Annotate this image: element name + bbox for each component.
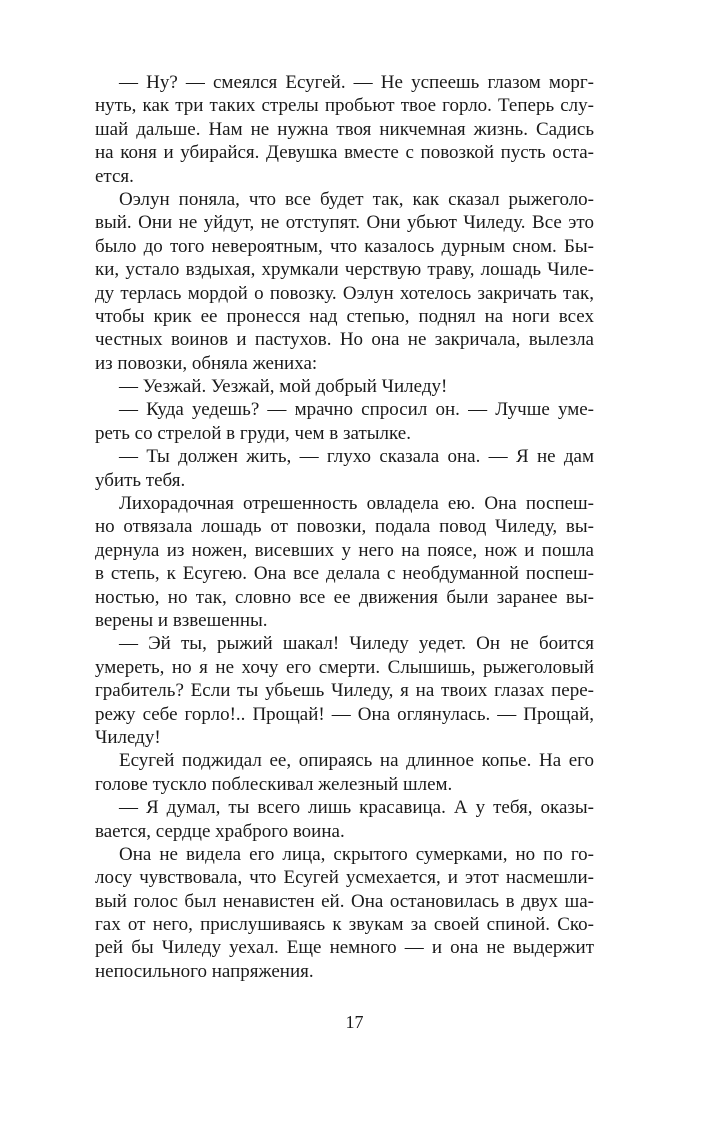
text-line: — Я думал, ты всего лишь красавица. А у тебя, оказы- [119, 797, 594, 819]
text-line: — Куда уедешь? — мрачно спросил он. — Лучше уме- [119, 399, 594, 421]
text-line: ностью, но так, словно все ее движения были заранее вы- [95, 586, 594, 608]
text-line: ки, устало вздыхая, хрумкали черствую траву, лошадь Чиле- [95, 259, 594, 281]
text-line: дернула из ножен, висевших у него на поясе, нож и пошла [95, 539, 594, 561]
text-line: Она не видела его лица, скрытого сумерками, но по го- [119, 843, 594, 865]
text-line: но отвязала лошадь от повозки, подала повод Чиледу, вы- [95, 516, 594, 538]
text-line: ду терлась мордой о повозку. Оэлун хотелось закричать так, [95, 282, 594, 304]
text-line: — Уезжай. Уезжай, мой добрый Чиледу! [119, 376, 448, 398]
text-line: умереть, но я не хочу его смерти. Слышишь, рыжеголовый [95, 656, 594, 678]
text-line: гах от него, прислушиваясь к звукам за своей спиной. Ско- [95, 914, 594, 936]
text-line: рей бы Чиледу уехал. Еще немного — и она не выдержит [95, 937, 594, 959]
text-line: чтобы крик ее пронесся над степью, поднял на ноги всех [95, 305, 594, 327]
text-line: на коня и убирайся. Девушка вместе с повозкой пусть оста- [95, 142, 594, 164]
text-line: лосу чувствовала, что Есугей усмехается, и этот насмешли- [95, 867, 594, 889]
text-line: вый голос был ненавистен ей. Она остановилась в двух ша- [95, 890, 594, 912]
text-line: в степь, к Есугею. Она все делала с необдуманной поспеш- [95, 563, 594, 585]
text-line: верены и взвешенны. [95, 609, 268, 631]
text-line: Чиледу! [95, 726, 161, 748]
text-line: Лихорадочная отрешенность овладела ею. Она поспеш- [119, 493, 594, 515]
text-line: ется. [95, 165, 134, 187]
text-line: Оэлун поняла, что все будет так, как сказал рыжеголо- [119, 188, 594, 210]
page-text [95, 71, 594, 983]
text-line: реть со стрелой в груди, чем в затылке. [95, 422, 411, 444]
text-line: честных воинов и пастухов. Но она не закричала, вылезла [95, 329, 594, 351]
text-line: грабитель? Если ты убьешь Чиледу, я на твоих глазах пере- [95, 680, 594, 702]
text-line: — Эй ты, рыжий шакал! Чиледу уедет. Он не боится [119, 633, 594, 655]
text-line: вый. Они не уйдут, не отступят. Они убьют Чиледу. Все это [95, 212, 594, 234]
text-line: убить тебя. [95, 469, 186, 491]
text-line: — Ты должен жить, — глухо сказала она. — Я не дам [119, 446, 594, 468]
text-line: непосильного напряжения. [95, 960, 314, 982]
text-line: нуть, как три таких стрелы пробьют твое горло. Теперь слу- [95, 95, 594, 117]
text-line: голове тускло поблескивал железный шлем. [95, 773, 453, 795]
text-line: шай дальше. Нам не нужна твоя никчемная жизнь. Садись [95, 118, 594, 140]
text-line: из повозки, обняла жениха: [95, 352, 318, 374]
text-line: режу себе горло!.. Прощай! — Она оглянулась. — Прощай, [95, 703, 594, 725]
text-line: Есугей поджидал ее, опираясь на длинное копье. На его [119, 750, 594, 772]
text-line: — Ну? — смеялся Есугей. — Не успеешь глазом морг- [119, 72, 594, 93]
text-line: вается, сердце храброго воина. [95, 820, 345, 842]
page-number: 17 [345, 1012, 364, 1032]
text-line: было до того невероятным, что казалось дурным сном. Бы- [95, 235, 594, 257]
